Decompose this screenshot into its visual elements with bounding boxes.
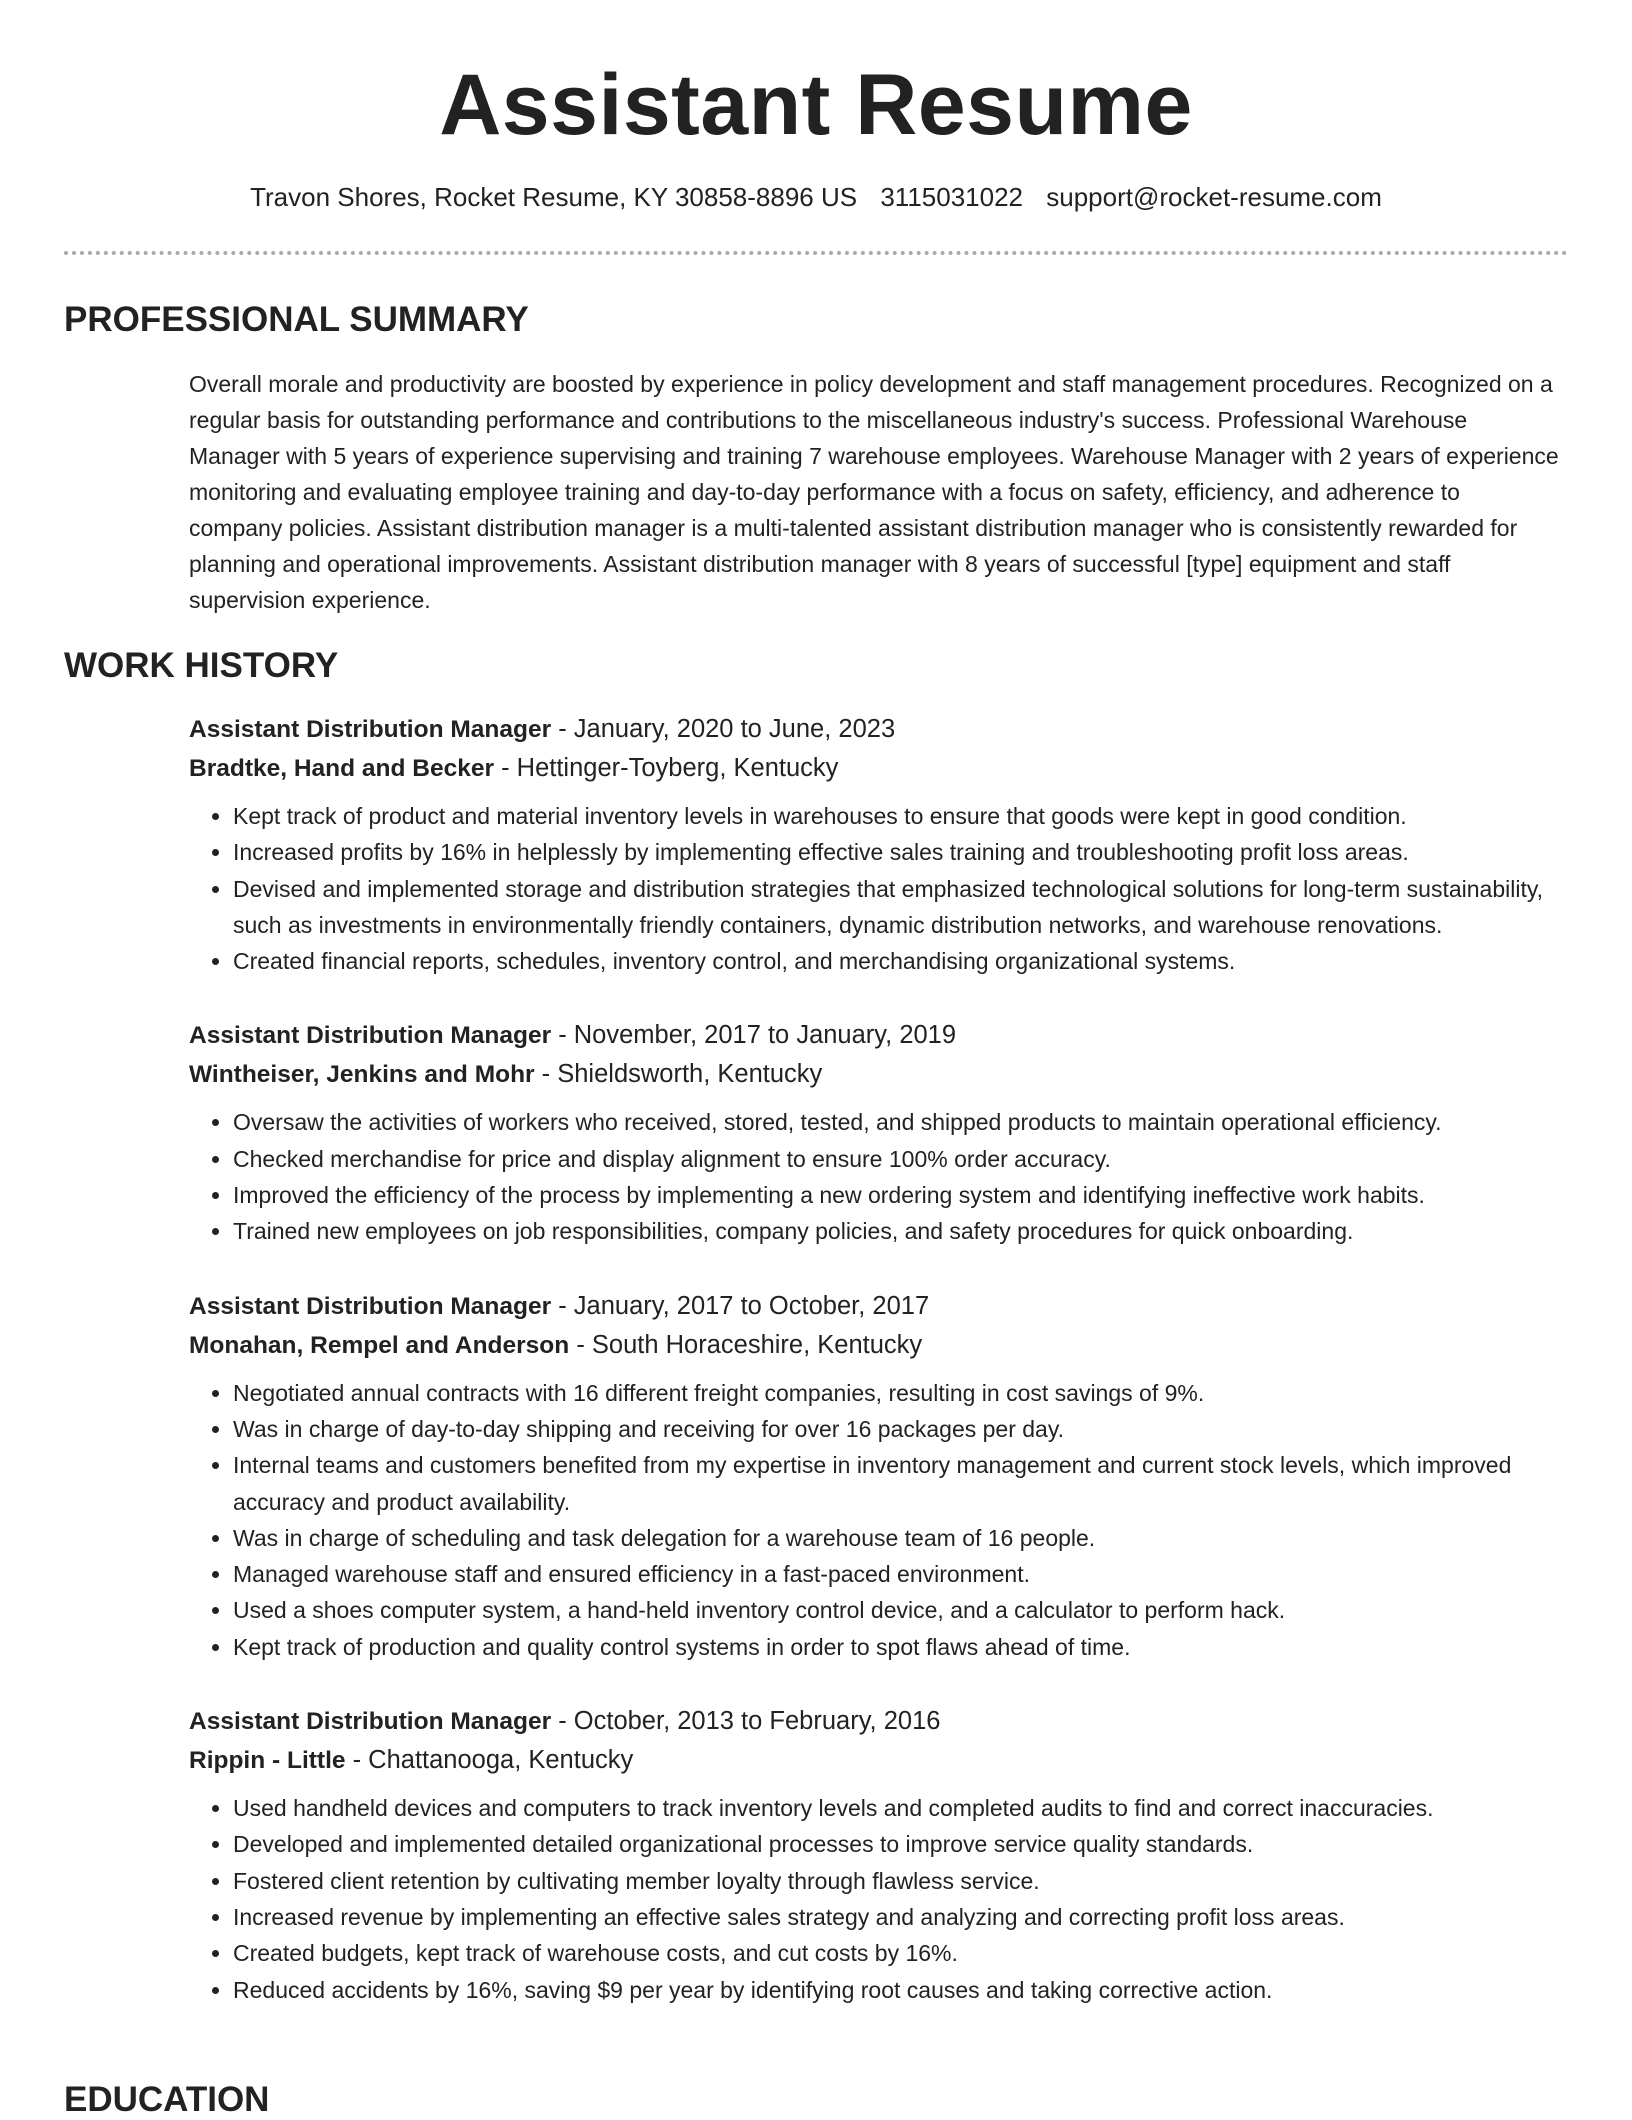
job-bullet: • Developed and implemented detailed organizational processes to improve service quality standards. xyxy=(233,1826,1569,1862)
job-bullet: • Internal teams and customers benefited from my expertise in inventory management and current stock levels, which improved accuracy and product availability. xyxy=(233,1447,1569,1520)
job-title-line xyxy=(189,1287,1569,1326)
summary-text: Overall morale and productivity are boosted by experience in policy development and staff management procedures. Recognized on a regular basis for outstanding performance and contributions to the miscellaneous industry's success. Professional Warehouse Manager with 5 years of experience supervising and training 7 warehouse employees. Warehouse Manager with 2 years of experience monitoring and evaluating employee training and day-to-day performance with a focus on safety, efficiency, and adherence to company policies. Assistant distribution manager is a multi-talented assistant distribution manager who is consistently rewarded for planning and operational improvements. Assistant distribution manager with 8 years of successful [type] equipment and staff supervision experience. xyxy=(189,371,1559,613)
job-bullet: • Reduced accidents by 16%, saving $9 per year by identifying root causes and taking corrective action. xyxy=(233,1972,1569,2008)
job-entry xyxy=(189,1702,1569,2008)
contact-line xyxy=(0,182,1632,213)
job-company-line xyxy=(189,1741,1569,1780)
job-dates: - November, 2017 to January, 2019 xyxy=(551,1021,957,1050)
work-history-list xyxy=(189,710,1569,2045)
job-title-line xyxy=(189,1016,1569,1055)
summary-heading: PROFESSIONAL SUMMARY xyxy=(64,300,529,339)
job-location: - South Horaceshire, Kentucky xyxy=(569,1330,923,1359)
header-divider xyxy=(64,251,1568,255)
job-bullet: • Kept track of production and quality control systems in order to spot flaws ahead of time. xyxy=(233,1629,1569,1665)
resume-title: Assistant Resume xyxy=(439,57,1193,153)
job-location: - Hettinger-Toyberg, Kentucky xyxy=(494,754,839,782)
job-location: - Shieldsworth, Kentucky xyxy=(534,1060,823,1089)
job-company: Monahan, Rempel and Anderson xyxy=(189,1331,570,1359)
job-bullet: • Created financial reports, schedules, inventory control, and merchandising organizational systems. xyxy=(233,943,1569,979)
job-bullet: • Increased profits by 16% in helplessly by implementing effective sales training and troubleshooting profit loss areas. xyxy=(233,834,1569,870)
job-bullets xyxy=(189,1375,1569,1665)
job-title-line xyxy=(189,1702,1569,1741)
job-bullet: • Negotiated annual contracts with 16 different freight companies, resulting in cost savings of 9%. xyxy=(233,1375,1569,1411)
job-bullet: • Improved the efficiency of the process by implementing a new ordering system and identifying ineffective work habits. xyxy=(233,1177,1569,1213)
work-history-heading: WORK HISTORY xyxy=(64,646,339,685)
job-company-line xyxy=(189,749,1569,788)
job-bullet: • Fostered client retention by cultivating member loyalty through flawless service. xyxy=(233,1863,1569,1899)
job-company-line xyxy=(189,1326,1569,1365)
job-bullet: • Increased revenue by implementing an effective sales strategy and analyzing and correcting profit loss areas. xyxy=(233,1899,1569,1935)
job-title: Assistant Distribution Manager xyxy=(189,1292,552,1320)
job-bullets xyxy=(189,1790,1569,2008)
contact-address: Travon Shores, Rocket Resume, KY 30858-8896 US xyxy=(250,182,858,212)
job-company-line xyxy=(189,1055,1569,1094)
education-heading: EDUCATION xyxy=(64,2080,270,2119)
job-title-line xyxy=(189,710,1569,749)
job-company: Wintheiser, Jenkins and Mohr xyxy=(189,1061,535,1089)
job-entry xyxy=(189,1016,1569,1249)
job-bullet: • Oversaw the activities of workers who received, stored, tested, and shipped products to maintain operational efficiency. xyxy=(233,1104,1569,1140)
job-bullets xyxy=(189,798,1569,979)
job-bullet: • Used a shoes computer system, a hand-held inventory control device, and a calculator to perform hack. xyxy=(233,1592,1569,1628)
job-bullet: • Devised and implemented storage and distribution strategies that emphasized technological solutions for long-term sustainability, such as investments in environmentally friendly containers, dynamic distribution networks, and warehouse renovations. xyxy=(233,871,1569,944)
job-title: Assistant Distribution Manager xyxy=(189,1708,552,1736)
job-bullet: • Was in charge of scheduling and task delegation for a warehouse team of 16 people. xyxy=(233,1520,1569,1556)
job-company: Bradtke, Hand and Becker xyxy=(189,755,494,782)
job-bullet: • Created budgets, kept track of warehouse costs, and cut costs by 16%. xyxy=(233,1935,1569,1971)
job-bullet: • Used handheld devices and computers to track inventory levels and completed audits to find and correct inaccuracies. xyxy=(233,1790,1569,1826)
job-title: Assistant Distribution Manager xyxy=(189,716,552,743)
job-dates: - January, 2020 to June, 2023 xyxy=(551,715,896,743)
job-bullet: • Trained new employees on job responsibilities, company policies, and safety procedures for quick onboarding. xyxy=(233,1213,1569,1249)
job-company: Rippin - Little xyxy=(189,1747,346,1775)
job-location: - Chattanooga, Kentucky xyxy=(345,1746,634,1775)
job-bullet: • Kept track of product and material inventory levels in warehouses to ensure that goods were kept in good condition. xyxy=(233,798,1569,834)
job-bullet: • Checked merchandise for price and display alignment to ensure 100% order accuracy. xyxy=(233,1141,1569,1177)
contact-email: support@rocket-resume.com xyxy=(1046,182,1382,212)
job-entry xyxy=(189,1287,1569,1665)
job-dates: - January, 2017 to October, 2017 xyxy=(551,1291,930,1320)
contact-phone: 3115031022 xyxy=(880,182,1024,212)
job-dates: - October, 2013 to February, 2016 xyxy=(551,1707,941,1736)
job-bullet: • Managed warehouse staff and ensured efficiency in a fast-paced environment. xyxy=(233,1556,1569,1592)
job-bullets xyxy=(189,1104,1569,1249)
job-bullet: • Was in charge of day-to-day shipping and receiving for over 16 packages per day. xyxy=(233,1411,1569,1447)
job-title: Assistant Distribution Manager xyxy=(189,1022,552,1050)
job-entry xyxy=(189,710,1569,979)
